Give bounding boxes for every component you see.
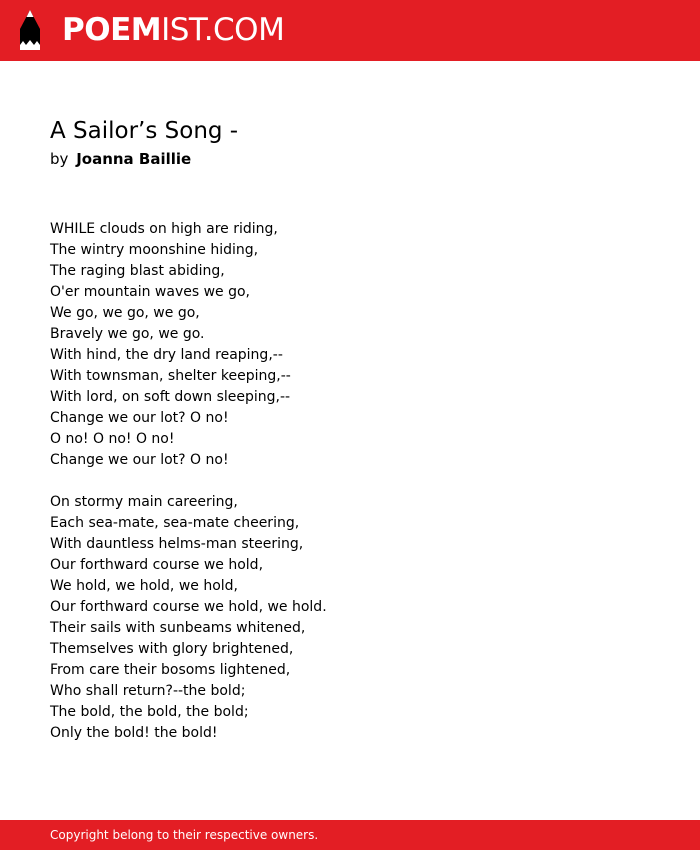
poem-line: Our forthward course we hold, we hold. <box>50 599 327 615</box>
poem-title: A Sailor’s Song - <box>50 118 239 144</box>
poem-line: Only the bold! the bold! <box>50 725 218 741</box>
stanza <box>50 219 670 471</box>
author-name: Joanna Baillie <box>76 150 192 168</box>
poem-line: Change we our lot? O no! <box>50 452 229 468</box>
poem-line: With townsman, shelter keeping,-- <box>50 368 291 384</box>
logo-text-light: IST.COM <box>161 12 285 48</box>
site-logo[interactable] <box>62 12 284 48</box>
poem-line: With lord, on soft down sleeping,-- <box>50 389 291 405</box>
by-label: by <box>50 150 69 168</box>
poem-line: The wintry moonshine hiding, <box>50 242 259 258</box>
poem-line: Bravely we go, we go. <box>50 326 205 342</box>
site-header <box>0 0 700 61</box>
byline <box>50 148 191 170</box>
site-footer <box>0 820 700 850</box>
poem-line: Their sails with sunbeams whitened, <box>50 620 306 636</box>
poem-line: On stormy main careering, <box>50 494 238 510</box>
poem-line: Themselves with glory brightened, <box>50 641 294 657</box>
logo-text-bold: POEM <box>62 12 162 48</box>
poem-line: Who shall return?--the bold; <box>50 683 246 699</box>
poem-line: Each sea-mate, sea-mate cheering, <box>50 515 300 531</box>
poem-line: With dauntless helms-man steering, <box>50 536 304 552</box>
poem-line: From care their bosoms lightened, <box>50 662 291 678</box>
copyright-notice: Copyright belong to their respective owners. <box>50 828 319 842</box>
pencil-icon <box>18 9 42 51</box>
poem-body <box>50 219 670 765</box>
poem-line: Our forthward course we hold, <box>50 557 264 573</box>
poem-line: With hind, the dry land reaping,-- <box>50 347 283 363</box>
poem-line: O'er mountain waves we go, <box>50 284 251 300</box>
poem-line: WHILE clouds on high are riding, <box>50 221 278 237</box>
poem-line: We go, we go, we go, <box>50 305 200 321</box>
poem-line: Change we our lot? O no! <box>50 410 229 426</box>
poem-line: O no! O no! O no! <box>50 431 175 447</box>
poem-line: We hold, we hold, we hold, <box>50 578 239 594</box>
poem-line: The raging blast abiding, <box>50 263 225 279</box>
poem-line: The bold, the bold, the bold; <box>50 704 249 720</box>
stanza <box>50 492 670 744</box>
